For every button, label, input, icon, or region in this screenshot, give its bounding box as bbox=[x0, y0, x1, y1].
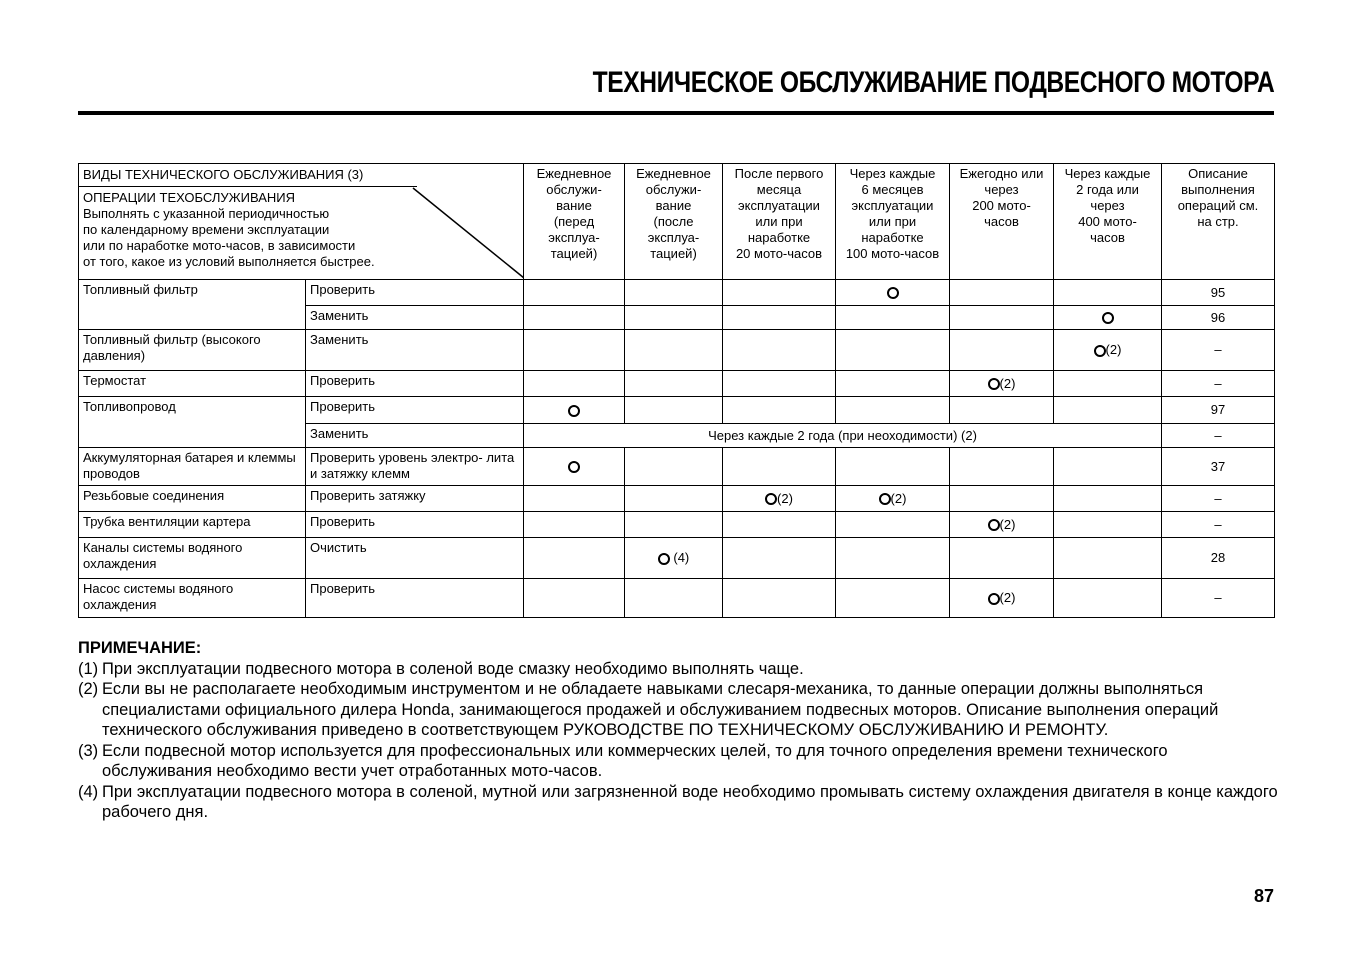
schedule-cell bbox=[723, 579, 836, 618]
schedule-cell bbox=[950, 538, 1054, 579]
column-header-line: наработке bbox=[747, 230, 811, 245]
column-header-line: на стр. bbox=[1197, 214, 1239, 229]
circle-mark-icon bbox=[1094, 345, 1106, 357]
operation-cell: Проверить bbox=[306, 512, 524, 538]
page-title: ТЕХНИЧЕСКОЕ ОБСЛУЖИВАНИЕ ПОДВЕСНОГО МОТОРА bbox=[592, 66, 1274, 99]
column-header-line: часов bbox=[984, 214, 1019, 229]
item-cell: Каналы системы водяного охлаждения bbox=[79, 538, 306, 579]
schedule-cell bbox=[524, 280, 625, 306]
schedule-cell bbox=[723, 397, 836, 424]
schedule-cell bbox=[625, 280, 723, 306]
schedule-cell bbox=[950, 397, 1054, 424]
page-ref-cell: 95 bbox=[1162, 280, 1275, 306]
column-header-line: операций см. bbox=[1177, 198, 1259, 213]
schedule-cell bbox=[1054, 538, 1162, 579]
table-row bbox=[79, 512, 1275, 538]
schedule-cell bbox=[524, 371, 625, 397]
column-header-line: тацией) bbox=[550, 246, 598, 261]
page-number: 87 bbox=[1253, 886, 1274, 906]
span-note-cell: Через каждые 2 года (при неоходимости) (2) bbox=[524, 424, 1162, 448]
schedule-cell bbox=[1054, 512, 1162, 538]
schedule-cell bbox=[625, 512, 723, 538]
column-header-line: 100 мото-часов bbox=[845, 246, 940, 261]
schedule-cell bbox=[1054, 579, 1162, 618]
schedule-cell bbox=[950, 371, 1054, 397]
table-row bbox=[79, 280, 1275, 306]
schedule-cell bbox=[625, 486, 723, 512]
notes-section bbox=[78, 638, 1278, 823]
column-header-line: месяца bbox=[756, 182, 802, 197]
operation-cell: Заменить bbox=[306, 306, 524, 330]
note-number: (3) bbox=[78, 741, 99, 760]
item-cell: Аккумуляторная батарея и клеммы проводов bbox=[79, 448, 306, 486]
page-ref-cell: 97 bbox=[1162, 397, 1275, 424]
circle-mark-icon bbox=[988, 519, 1000, 531]
table-row bbox=[79, 397, 1275, 424]
schedule-cell bbox=[950, 486, 1054, 512]
schedule-cell bbox=[836, 512, 950, 538]
schedule-cell bbox=[723, 330, 836, 371]
operations-description-line: Выполнять с указанной периодичностью bbox=[83, 206, 330, 221]
schedule-cell bbox=[836, 448, 950, 486]
column-header-line: часов bbox=[1090, 230, 1125, 245]
schedule-cell bbox=[625, 306, 723, 330]
column-header-line: наработке bbox=[861, 230, 924, 245]
item-cell: Термостат bbox=[79, 371, 306, 397]
schedule-cell bbox=[950, 306, 1054, 330]
column-header bbox=[524, 164, 625, 280]
schedule-cell bbox=[836, 330, 950, 371]
table-row bbox=[79, 538, 1275, 579]
schedule-cell bbox=[836, 306, 950, 330]
circle-mark-icon bbox=[568, 405, 580, 417]
schedule-cell bbox=[950, 512, 1054, 538]
column-header-line: или при bbox=[755, 214, 803, 229]
notes-heading: ПРИМЕЧАНИЕ: bbox=[78, 639, 202, 657]
note-text: Если вы не располагаете необходимым инструментом и не обладаете навыками слесаря-механика, то данные операции должны выполняться специалистами официального дилера Honda, занимающегося продажей и обслуживанием подвесных моторов. Описание выполнения операций технического обслуживания приведено в соответствующем РУКОВОДСТВЕ ПО ТЕХНИЧЕСКОМУ ОБСЛУЖИВАНИЮ И РЕМОНТУ. bbox=[102, 680, 1219, 739]
column-header bbox=[723, 164, 836, 280]
column-header-line: (перед bbox=[553, 214, 595, 229]
schedule-cell bbox=[723, 448, 836, 486]
circle-mark-icon bbox=[765, 493, 777, 505]
table-header-row bbox=[79, 164, 1275, 280]
schedule-cell bbox=[836, 280, 950, 306]
schedule-cell bbox=[524, 330, 625, 371]
page-ref-cell: – bbox=[1162, 371, 1275, 397]
schedule-cell bbox=[524, 486, 625, 512]
column-header-line: через bbox=[984, 182, 1019, 197]
page-ref-cell: 37 bbox=[1162, 448, 1275, 486]
table-row bbox=[79, 330, 1275, 371]
operations-label: ОПЕРАЦИИ ТЕХОБСЛУЖИВАНИЯ bbox=[83, 190, 295, 205]
item-cell: Топливный фильтр (высокого давления) bbox=[79, 330, 306, 371]
schedule-cell bbox=[950, 448, 1054, 486]
table-row bbox=[79, 448, 1275, 486]
footnote-ref: (4) bbox=[669, 550, 690, 565]
note-item bbox=[78, 659, 1278, 680]
column-header-line: 2 года или bbox=[1076, 182, 1139, 197]
note-text: При эксплуатации подвесного мотора в соленой воде смазку необходимо выполнять чаще. bbox=[102, 659, 804, 678]
column-header-line: эксплуа- bbox=[548, 230, 600, 245]
column-header-line: Ежегодно или bbox=[959, 166, 1044, 181]
schedule-cell bbox=[625, 579, 723, 618]
column-header-line: Ежедневное bbox=[536, 166, 612, 181]
circle-mark-icon bbox=[658, 553, 670, 565]
footnote-ref: (2) bbox=[1105, 342, 1122, 357]
footnote-ref: (2) bbox=[890, 490, 907, 506]
footnote-ref: (2) bbox=[999, 516, 1016, 532]
column-header-line: Ежедневное bbox=[636, 166, 711, 181]
note-number: (2) bbox=[78, 680, 99, 698]
column-header-line: эксплуатации bbox=[851, 198, 934, 213]
page-ref-cell: – bbox=[1162, 424, 1275, 448]
note-text: При эксплуатации подвесного мотора в соленой, мутной или загрязненной воде необходимо промывать систему охлаждения двигателя в конце каждого рабочего дня. bbox=[102, 782, 1278, 821]
circle-mark-icon bbox=[988, 378, 1000, 390]
schedule-cell bbox=[1054, 280, 1162, 306]
circle-mark-icon bbox=[887, 287, 899, 299]
note-text: Если подвесной мотор используется для профессиональных или коммерческих целей, то для точного определения времени технического обслуживания необходимо вести учет отработанных мото-часов. bbox=[102, 741, 1168, 780]
column-header-line: обслужи- bbox=[645, 182, 702, 197]
item-cell: Топливный фильтр bbox=[79, 280, 306, 330]
column-header bbox=[950, 164, 1054, 280]
schedule-cell bbox=[836, 538, 950, 579]
column-header bbox=[625, 164, 723, 280]
operation-cell: Проверить bbox=[306, 371, 524, 397]
schedule-cell bbox=[524, 579, 625, 618]
column-header-line: обслужи- bbox=[546, 182, 602, 197]
maintenance-schedule-table bbox=[78, 163, 1275, 618]
column-header-line: 200 мото- bbox=[972, 198, 1031, 213]
schedule-cell bbox=[836, 486, 950, 512]
schedule-cell bbox=[625, 538, 723, 579]
page-ref-cell: – bbox=[1162, 512, 1275, 538]
circle-mark-icon bbox=[879, 493, 891, 505]
schedule-cell bbox=[950, 280, 1054, 306]
note-item bbox=[78, 679, 1278, 741]
note-number: (4) bbox=[78, 782, 99, 801]
table-row bbox=[79, 371, 1275, 397]
column-header-line: Через каждые bbox=[1064, 166, 1151, 181]
schedule-cell bbox=[836, 397, 950, 424]
circle-mark-icon bbox=[1102, 312, 1114, 324]
column-header-line: вание bbox=[655, 198, 692, 213]
column-header-line: После первого bbox=[734, 166, 824, 181]
operations-description-line: или по наработке мото-часов, в зависимости bbox=[83, 238, 356, 253]
item-cell: Трубка вентиляции картера bbox=[79, 512, 306, 538]
item-cell: Топливопровод bbox=[79, 397, 306, 448]
page-ref-cell: – bbox=[1162, 486, 1275, 512]
note-number: (1) bbox=[78, 659, 99, 678]
notes-list bbox=[78, 659, 1278, 823]
schedule-cell bbox=[836, 579, 950, 618]
schedule-cell bbox=[625, 448, 723, 486]
table-row bbox=[79, 579, 1275, 618]
column-header-line: вание bbox=[556, 198, 592, 213]
schedule-cell bbox=[1054, 486, 1162, 512]
column-header-line: эксплуа- bbox=[647, 230, 700, 245]
schedule-cell bbox=[723, 306, 836, 330]
page-ref-cell: – bbox=[1162, 330, 1275, 371]
page-ref-cell: 96 bbox=[1162, 306, 1275, 330]
operation-cell: Заменить bbox=[306, 330, 524, 371]
schedule-cell bbox=[524, 306, 625, 330]
column-header-line: Через каждые bbox=[849, 166, 936, 181]
schedule-cell bbox=[723, 486, 836, 512]
column-header-line: 20 мото-часов bbox=[735, 246, 823, 261]
operation-cell: Проверить bbox=[306, 397, 524, 424]
column-header-line: 6 месяцев bbox=[861, 182, 924, 197]
column-header-line: выполнения bbox=[1181, 182, 1255, 197]
item-cell: Насос системы водяного охлаждения bbox=[79, 579, 306, 618]
operations-description-line: по календарному времени эксплуатации bbox=[83, 222, 330, 237]
note-item bbox=[78, 741, 1278, 782]
schedule-cell bbox=[625, 397, 723, 424]
table-row bbox=[79, 486, 1275, 512]
maintenance-types-label: ВИДЫ ТЕХНИЧЕСКОГО ОБСЛУЖИВАНИЯ (3) bbox=[79, 164, 417, 187]
operation-cell: Проверить затяжку bbox=[306, 486, 524, 512]
schedule-cell bbox=[723, 512, 836, 538]
schedule-cell bbox=[723, 538, 836, 579]
schedule-cell bbox=[723, 371, 836, 397]
item-cell: Резьбовые соединения bbox=[79, 486, 306, 512]
column-header-line: (после bbox=[653, 214, 694, 229]
column-header-line: тацией) bbox=[650, 246, 697, 261]
footnote-ref: (2) bbox=[999, 590, 1016, 605]
circle-mark-icon bbox=[568, 461, 580, 473]
schedule-cell bbox=[723, 280, 836, 306]
schedule-cell bbox=[1054, 330, 1162, 371]
column-header bbox=[1054, 164, 1162, 280]
schedule-cell bbox=[524, 397, 625, 424]
operations-description-line: от того, какое из условий выполняется быстрее. bbox=[83, 254, 375, 269]
column-header-line: или при bbox=[868, 214, 917, 229]
schedule-cell bbox=[625, 330, 723, 371]
header-diagonal-line bbox=[79, 164, 524, 280]
page-ref-cell: 28 bbox=[1162, 538, 1275, 579]
schedule-cell bbox=[836, 371, 950, 397]
operation-cell: Проверить bbox=[306, 579, 524, 618]
column-header-line: Описание bbox=[1188, 166, 1248, 181]
header-corner-cell bbox=[79, 164, 524, 280]
page-ref-cell: – bbox=[1162, 579, 1275, 618]
schedule-cell bbox=[950, 330, 1054, 371]
schedule-cell bbox=[524, 448, 625, 486]
schedule-cell bbox=[524, 538, 625, 579]
column-header-line: эксплуатации bbox=[738, 198, 820, 213]
schedule-cell bbox=[1054, 371, 1162, 397]
operation-cell: Проверить bbox=[306, 280, 524, 306]
footnote-ref: (2) bbox=[999, 375, 1016, 391]
schedule-cell bbox=[524, 512, 625, 538]
schedule-cell bbox=[1054, 306, 1162, 330]
column-header bbox=[1162, 164, 1275, 280]
schedule-cell bbox=[1054, 397, 1162, 424]
circle-mark-icon bbox=[988, 593, 1000, 605]
schedule-cell bbox=[950, 579, 1054, 618]
schedule-cell bbox=[1054, 448, 1162, 486]
operation-cell: Очистить bbox=[306, 538, 524, 579]
title-rule bbox=[78, 111, 1274, 115]
column-header-line: через bbox=[1090, 198, 1125, 213]
operation-cell: Проверить уровень электро- лита и затяжку клемм bbox=[306, 448, 524, 486]
note-item bbox=[78, 782, 1278, 823]
schedule-cell bbox=[625, 371, 723, 397]
column-header-line: 400 мото- bbox=[1078, 214, 1137, 229]
operation-cell: Заменить bbox=[306, 424, 524, 448]
footnote-ref: (2) bbox=[777, 490, 793, 506]
column-header bbox=[836, 164, 950, 280]
